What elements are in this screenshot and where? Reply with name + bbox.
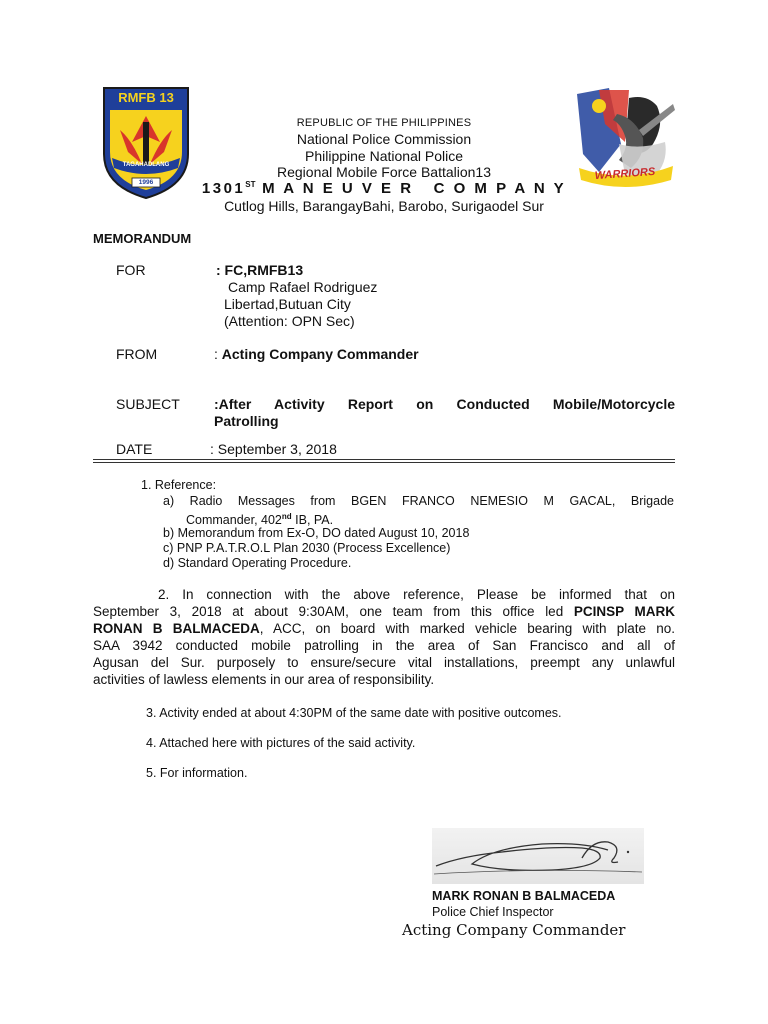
for-line-2: Camp Rafael Rodriguez — [228, 279, 378, 295]
paragraph-2-line-1: 2. In connection with the above reference, Please be informed that on — [158, 587, 675, 602]
for-value: : FC,RMFB13 — [216, 262, 304, 278]
paragraph-2-line-4: SAA 3942 conducted mobile patrolling in the area of San Francisco and all of — [93, 638, 675, 653]
date-label: DATE — [116, 441, 153, 457]
reference-d: d) Standard Operating Procedure. — [163, 556, 352, 570]
paragraph-2-line-5: Agusan del Sur. purposely to ensure/secure vital installations, preempt any unlawful — [93, 655, 675, 670]
from-value: Acting Company Commander — [221, 346, 419, 362]
subject-line-2: Patrolling — [214, 413, 279, 429]
signatory-name: MARK RONAN B BALMACEDA — [432, 889, 616, 903]
company-name: M A N E U V E R C O M P A N Y — [255, 180, 567, 197]
header-divider-bottom — [93, 462, 675, 463]
reference-a-unit: Commander, 402 — [186, 513, 282, 528]
header-battalion: Regional Mobile Force Battalion13 — [276, 164, 491, 180]
logo-right-title: WARRIORS — [594, 165, 656, 183]
reference-a-line-1: a) Radio Messages from BGEN FRANCO NEMESIO M GACAL, Brigade — [163, 494, 674, 508]
paragraph-4: 4. Attached here with pictures of the said activity. — [146, 736, 416, 750]
reference-a-unit-tail: IB, PA. — [291, 513, 334, 528]
signatory-rank: Police Chief Inspector — [432, 905, 554, 919]
paragraph-2-line-3 — [93, 621, 675, 638]
p2-officer-rank: PCINSP MARK — [573, 604, 675, 619]
subject-line-1: :After Activity Report on Conducted Mobile/Motorcycle — [214, 396, 675, 412]
for-line-3: Libertad,Butuan City — [224, 296, 351, 312]
from-label: FROM — [116, 346, 158, 362]
logo-left-title: RMFB 13 — [118, 90, 174, 105]
company-number-suffix: ST — [245, 180, 256, 189]
paragraph-2-line-2 — [93, 604, 675, 621]
header-divider-top — [93, 459, 675, 460]
header-pnp: Philippine National Police — [305, 148, 463, 164]
p2-l3-text: , ACC, on board with marked vehicle bearing with plate no. — [259, 621, 675, 636]
p2-officer-name: RONAN B BALMACEDA — [93, 621, 260, 636]
paragraph-5: 5. For information. — [146, 766, 248, 780]
reference-a-suffix: nd — [281, 512, 292, 521]
p2-l2-text: September 3, 2018 at about 9:30AM, one team from this office led — [93, 604, 574, 619]
reference-heading: 1. Reference: — [141, 478, 217, 492]
for-line-4: (Attention: OPN Sec) — [224, 313, 355, 329]
header-republic: REPUBLIC OF THE PHILIPPINES — [296, 117, 472, 129]
from-colon: : — [214, 346, 222, 362]
header-company — [0, 180, 768, 197]
subject-label: SUBJECT — [116, 396, 180, 412]
paragraph-2-line-6: activities of lawless elements in our area of responsibility. — [93, 672, 435, 687]
reference-b: b) Memorandum from Ex-O, DO dated August 10, 2018 — [163, 526, 470, 540]
from-field — [214, 346, 419, 362]
signature-image — [432, 828, 644, 884]
header-commission: National Police Commission — [296, 131, 472, 147]
logo-left-year: 1996 — [138, 179, 154, 186]
signatory-position: Acting Company Commander — [402, 921, 626, 939]
date-value: : September 3, 2018 — [210, 441, 337, 457]
logo-left-banner: TAGAHADLANG — [122, 162, 170, 168]
reference-c: c) PNP P.A.T.R.O.L Plan 2030 (Process Excellence) — [163, 541, 451, 555]
company-number: 1301 — [201, 180, 246, 197]
paragraph-3: 3. Activity ended at about 4:30PM of the same date with positive outcomes. — [146, 706, 562, 720]
memo-title: MEMORANDUM — [93, 231, 192, 246]
for-label: FOR — [116, 262, 146, 278]
header-address: Cutlog Hills, BarangayBahi, Barobo, Surigaodel Sur — [224, 198, 544, 214]
